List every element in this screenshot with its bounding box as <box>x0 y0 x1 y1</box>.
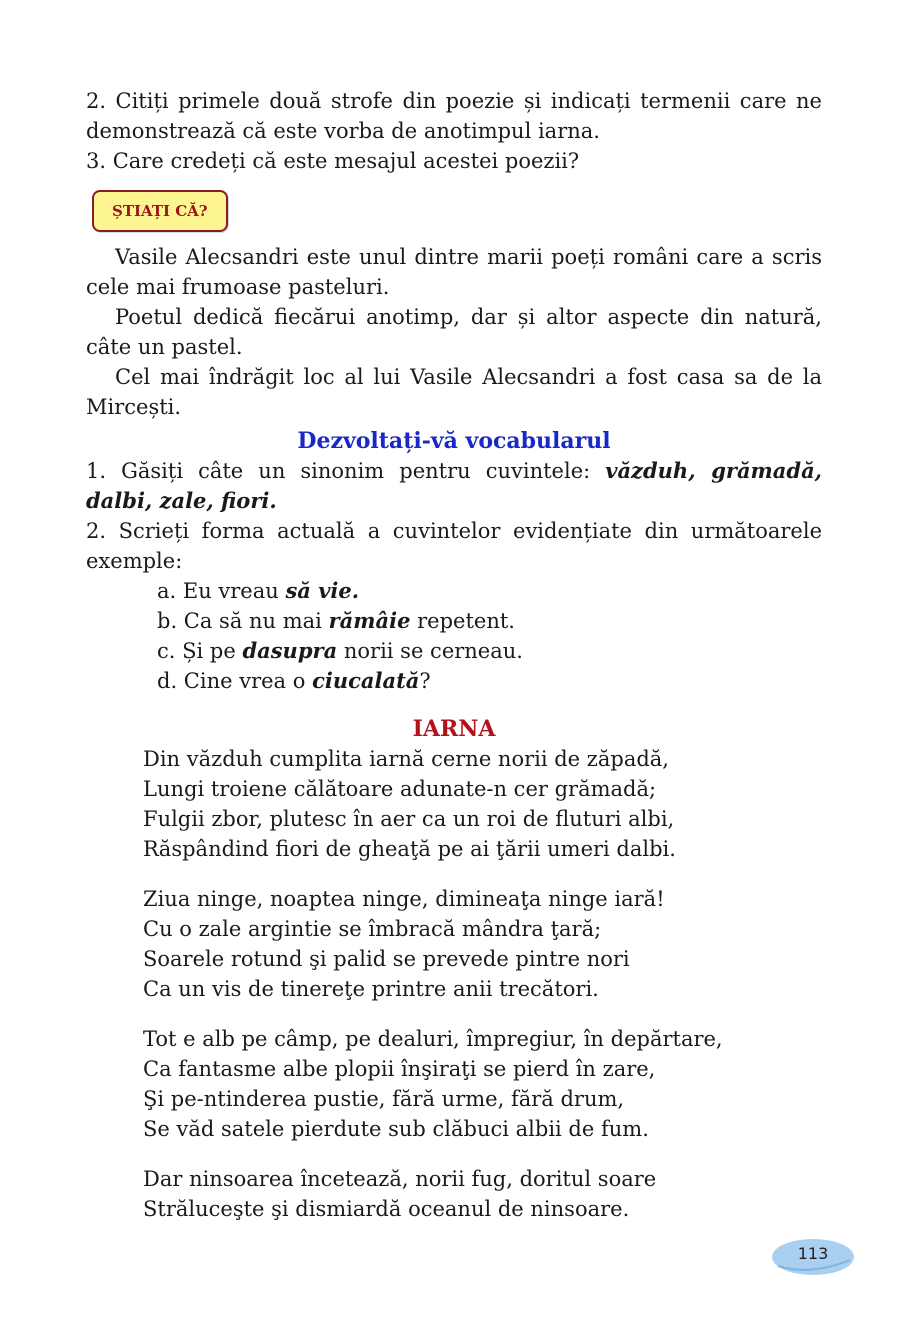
example-b-text: b. Ca să nu mai <box>157 609 329 633</box>
poem-line: Ca un vis de tinereţe printre anii trecători. <box>143 977 599 1001</box>
vocab-exercise-1 <box>86 456 822 516</box>
vocabulary-section-title: Dezvoltați-vă vocabularul <box>297 428 611 454</box>
vocab-exercise-2: 2. Scrieți forma actuală a cuvintelor evidențiate din următoarele exemple: <box>86 519 822 573</box>
poem-line: Tot e alb pe câmp, pe dealuri, împregiur, în depărtare, <box>143 1027 723 1051</box>
poem-line: Străluceşte şi dismiardă oceanul de ninsoare. <box>143 1197 630 1221</box>
example-c <box>86 636 822 666</box>
example-d-after: ? <box>419 669 431 693</box>
poem-line: Ca fantasme albe plopii înşiraţi se pierd în zare, <box>143 1057 656 1081</box>
poem-line: Soarele rotund şi palid se prevede pintre nori <box>143 947 630 971</box>
fact-3: Cel mai îndrăgit loc al lui Vasile Alecsandri a fost casa sa de la Mircești. <box>86 365 822 419</box>
example-b-word: rămâie <box>328 608 411 633</box>
question-2-line-1: 2. Citiți primele două strofe din poezie și indicați termenii care ne <box>86 89 822 113</box>
poem-stanza-3 <box>86 1024 822 1144</box>
vocab-exercise-1-text: 1. Găsiți câte un sinonim pentru cuvintele: <box>86 459 606 483</box>
example-a-word: să vie. <box>285 578 360 603</box>
page-content <box>86 86 822 1244</box>
example-b <box>86 606 822 636</box>
poem-stanza-2 <box>86 884 822 1004</box>
example-c-after: norii se cerneau. <box>337 639 523 663</box>
example-d <box>86 666 822 696</box>
question-2 <box>86 86 822 146</box>
poem-line: Cu o zale argintie se îmbracă mândra ţară; <box>143 917 602 941</box>
page-number-badge <box>770 1236 856 1278</box>
poem-stanza-1 <box>86 744 822 864</box>
poem-line: Ziua ninge, noaptea ninge, dimineaţa ninge iară! <box>143 887 665 911</box>
example-c-text: c. Și pe <box>157 639 243 663</box>
page-number: 113 <box>797 1244 829 1263</box>
example-d-word: ciucalată <box>312 668 420 693</box>
poem-line: Dar ninsoarea încetează, norii fug, doritul soare <box>143 1167 657 1191</box>
example-a-text: a. Eu vreau <box>157 579 286 603</box>
poem-line: Se văd satele pierdute sub clăbuci albii de fum. <box>143 1117 649 1141</box>
did-you-know-badge: ȘTIAȚI CĂ? <box>92 190 228 232</box>
example-c-word: dasupra <box>242 638 338 663</box>
poem-line: Răspândind fiori de gheaţă pe ai ţării umeri dalbi. <box>143 837 676 861</box>
example-d-text: d. Cine vrea o <box>157 669 313 693</box>
fact-1: Vasile Alecsandri este unul dintre marii poeți români care a scris cele mai frumoase pasteluri. <box>86 245 822 299</box>
example-b-after: repetent. <box>410 609 515 633</box>
example-a <box>86 576 822 606</box>
question-3: 3. Care credeți că este mesajul acestei poezii? <box>86 149 580 173</box>
poem-line: Din văzduh cumplita iarnă cerne norii de zăpadă, <box>143 747 669 771</box>
poem-line: Fulgii zbor, plutesc în aer ca un roi de fluturi albi, <box>143 807 675 831</box>
poem-line: Şi pe-ntinderea pustie, fără urme, fără drum, <box>143 1087 625 1111</box>
poem-stanza-4 <box>86 1164 822 1224</box>
poem-line: Lungi troiene călătoare adunate-n cer grămadă; <box>143 777 657 801</box>
question-2-line-2: demonstrează că este vorba de anotimpul iarna. <box>86 119 600 143</box>
poem-title: IARNA <box>412 716 496 742</box>
vocab-exercise-1-words: văzduh, grămadă, dalbi, zale, fiori. <box>86 458 822 513</box>
fact-2: Poetul dedică fiecărui anotimp, dar și altor aspecte din natură, câte un pastel. <box>86 305 822 359</box>
